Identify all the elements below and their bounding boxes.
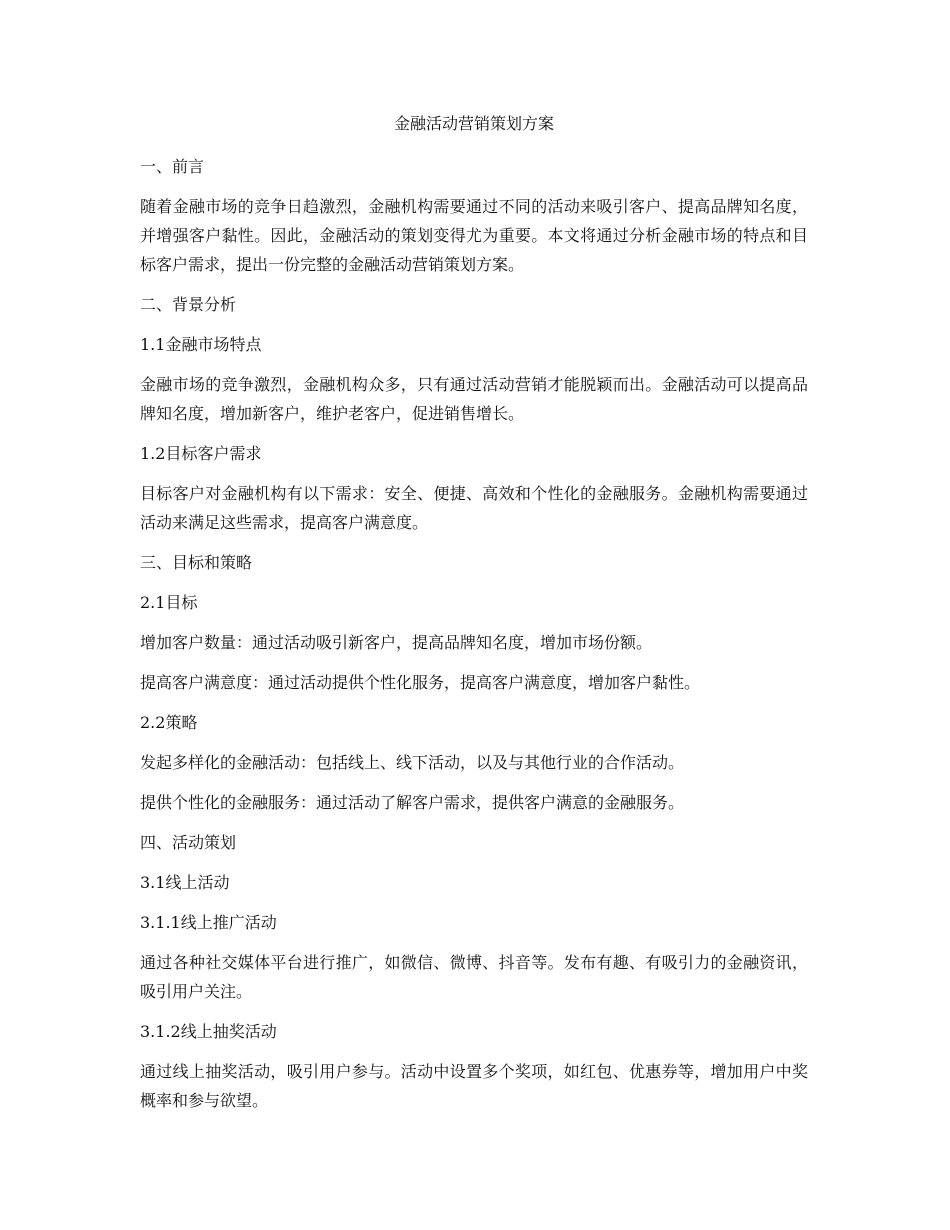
paragraph: 金融市场的竞争激烈，金融机构众多，只有通过活动营销才能脱颖而出。金融活动可以提高品牌知名度，增加新客户，维护老客户，促进销售增长。: [140, 375, 808, 423]
paragraph: 提供个性化的金融服务：通过活动了解客户需求，提供客户满意的金融服务。: [140, 793, 685, 812]
paragraph: 通过线上抽奖活动，吸引用户参与。活动中设置多个奖项，如红包、优惠券等，增加用户中奖概率和参与欲望。: [140, 1062, 808, 1110]
subsection-heading: 2.2策略: [140, 713, 198, 732]
paragraph: 通过各种社交媒体平台进行推广，如微信、微博、抖音等。发布有趣、有吸引力的金融资讯，吸引用户关注。: [140, 953, 808, 1001]
section-heading: 一、前言: [140, 157, 205, 176]
subsection-heading: 1.1金融市场特点: [140, 335, 262, 354]
document-title: 金融活动营销策划方案: [393, 114, 554, 133]
paragraph: 提高客户满意度：通过活动提供个性化服务，提高客户满意度，增加客户黏性。: [140, 673, 701, 692]
subsubsection-heading: 3.1.2线上抽奖活动: [140, 1022, 277, 1041]
subsection-heading: 3.1线上活动: [140, 873, 230, 892]
section-heading: 四、活动策划: [140, 833, 237, 852]
paragraph: 增加客户数量：通过活动吸引新客户，提高品牌知名度，增加市场份额。: [140, 633, 653, 652]
subsubsection-heading: 3.1.1线上推广活动: [140, 913, 277, 932]
section-heading: 二、背景分析: [140, 295, 237, 314]
paragraph: 发起多样化的金融活动：包括线上、线下活动，以及与其他行业的合作活动。: [140, 753, 685, 772]
paragraph: 随着金融市场的竞争日趋激烈，金融机构需要通过不同的活动来吸引客户、提高品牌知名度，并增强客户黏性。因此，金融活动的策划变得尤为重要。本文将通过分析金融市场的特点和目标客户需求，提出一份完整的金融活动营销策划方案。: [140, 197, 808, 274]
section-heading: 三、目标和策略: [140, 553, 253, 572]
paragraph: 目标客户对金融机构有以下需求：安全、便捷、高效和个性化的金融服务。金融机构需要通过活动来满足这些需求，提高客户满意度。: [140, 484, 808, 532]
document-body: [140, 112, 808, 1126]
subsection-heading: 2.1目标: [140, 593, 198, 612]
subsection-heading: 1.2目标客户需求: [140, 444, 262, 463]
